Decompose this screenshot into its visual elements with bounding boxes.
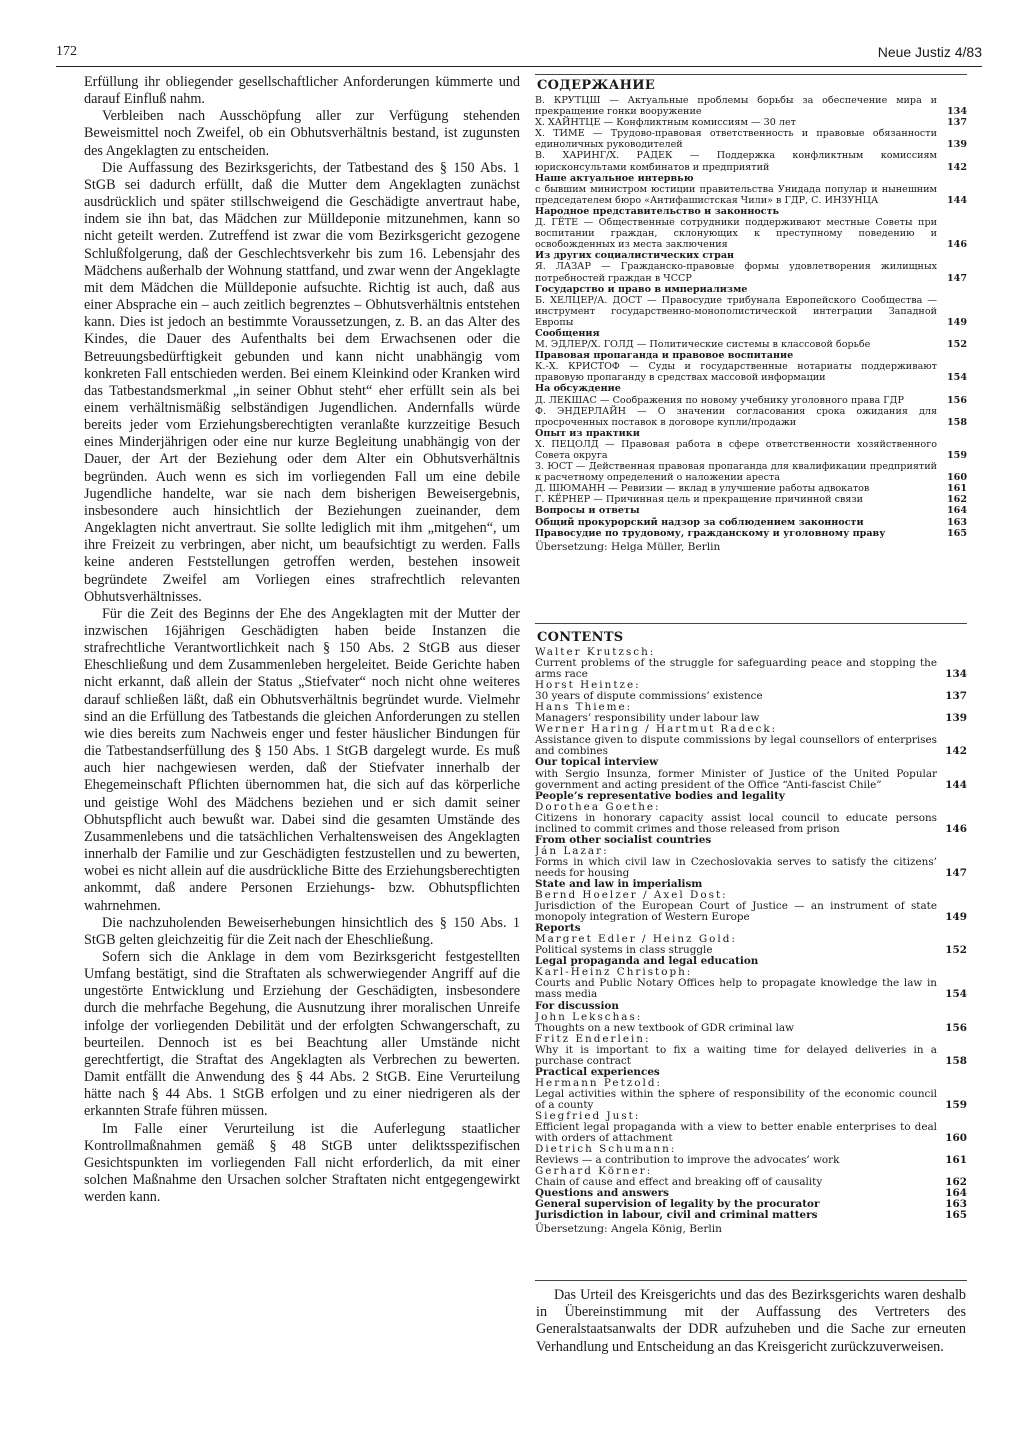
toc-row-page: 152 — [945, 944, 967, 957]
toc-row-page: 164 — [945, 1187, 967, 1200]
toc-entry-row — [535, 769, 967, 791]
toc-row-page: 139 — [946, 139, 967, 151]
toc-ru-rows — [535, 95, 967, 539]
toc-section-row — [535, 1210, 967, 1221]
toc-row-text: Why it is important to fix a waiting time for delayed deliveries in a purchase contract — [535, 1043, 937, 1067]
journal-issue: Neue Justiz 4/83 — [877, 44, 982, 60]
toc-row-text: Courts and Public Notary Offices help to propagate knowledge the law in mass media — [535, 977, 937, 1001]
toc-row-text: К.-Х. КРИСТОФ — Суды и государственные нотариаты поддерживают правовую пропаганду в средствах массовой информации — [535, 361, 937, 384]
toc-row-text: Г. КЁРНЕР — Причинная цель и прекращение причинной связи — [535, 494, 864, 506]
toc-section-row — [535, 350, 967, 361]
paragraph: Verbleiben nach Ausschöpfung aller zur Verfügung stehenden Beweismittel noch Zweifel, ob ein Obhutsverhältnis bestand, ist zugunsten des Angeklagten zu entscheiden. — [84, 108, 520, 159]
toc-entry-row — [535, 901, 967, 923]
toc-row-text: Siegfried Just: — [535, 1109, 641, 1122]
toc-row-page: 144 — [945, 778, 967, 791]
toc-row-text: Assistance given to dispute commissions by legal counsellors of enterprises and combines — [535, 734, 937, 758]
toc-row-page: 147 — [945, 866, 967, 879]
toc-row-text: Правовая пропаганда и правовое воспитание — [535, 350, 794, 362]
toc-row-page: 154 — [945, 988, 967, 1001]
toc-row-text: with Sergio Insunza, former Minister of Justice of the United Popular government and acting president of the Office “Anti-fascist Chile” — [535, 767, 937, 791]
toc-en-translation: Übersetzung: Angela König, Berlin — [535, 1223, 722, 1236]
toc-row-text: Наше актуальное интервью — [535, 172, 694, 184]
paragraph: Die Auffassung des Bezirksgerichts, der Tatbestand des § 150 Abs. 1 StGB sei dadurch erfüllt, daß die Mutter dem Angeklagten zunächst ausdrücklich und später stillschweigend die Geschädigte anvertraut habe, indem sie ihn bat, das Mädchen zur Mülldeponie mitzunehmen, kann so nicht geteilt werden. Zutreffend ist zwar die vom Bezirksgericht gezogene Schlußfolgerung, daß der Geschlechtsverkehr bis zum 16. Lebensjahr des Mädchens außerhalb der Wohnung stattfand, und zwar wenn der Angeklagte mit dem Mädchen die Mülldeponie aufsuchte. Richtig ist auch, daß aus einer Absprache ein – auch zeitlich begrenztes – Obhutsverhältnis entstehen kann. Dies ist jedoch an bestimmte Voraussetzungen, z. B. an das Alter des Kindes, die Dauer des Aufenthalts bei dem Erwachsenen oder die Betreuungsbedürftigkeit gebunden und kann nicht unabhängig vom konkreten Fall entschieden werden. Bei einem Kleinkind oder Kranken wird das Tatbestandsmerkmal „in seiner Obhut steht“ eher erfüllt sein als bei einem verhältnismäßig selbständigen Jugendlichen. Andernfalls würde bereits jeder vom Erziehungsberechtigten veranlaßte kurzzeitige Besuch eines Minderjährigen oder eine nur kurze Begleitung unabhängig von der Dauer, der Art der Beziehung oder dem Alter ein Obhutsverhältnis begründen. Auch wenn es sich im vorliegenden Fall um eine debile Jugendliche handelte, war sie nach dem bisherigen Beweisergebnis, insbesondere auch hinsichtlich der Beziehungen zueinander, dem Angeklagten nicht anvertraut. Sie sollte lediglich mit ihm „mitgehen“, um ihre Freizeit zu verbringen, aber nicht, um beaufsichtigt zu werden. Falls keine anderen Feststellungen getroffen werden, bestehen insoweit begründete Zweifel am Vorliegen eines strafrechtlich relevanten Obhutsverhältnisses. — [84, 159, 520, 605]
toc-row-text: Д. ЛЕКШАС — Соображения по новому учебнику уголовного права ГДР — [535, 394, 904, 406]
toc-row-page: 144 — [946, 194, 967, 206]
toc-row-text: Reports — [535, 922, 581, 935]
toc-entry-row — [535, 361, 967, 383]
toc-section-row — [535, 757, 967, 768]
toc-entry-row — [535, 128, 967, 150]
toc-row-page: 159 — [946, 450, 967, 461]
toc-row-text: Walter Krutzsch: — [535, 646, 656, 658]
toc-entry-row — [535, 184, 967, 206]
toc-row-text: People’s representative bodies and legality — [535, 789, 785, 802]
toc-row-text: Gerhard Körner: — [535, 1165, 653, 1178]
toc-section-row — [535, 528, 967, 539]
toc-row-text: Thoughts on a new textbook of GDR criminal law — [535, 1021, 795, 1034]
toc-entry-row — [535, 1089, 967, 1111]
toc-section-row — [535, 284, 967, 295]
closing-paragraph: Das Urteil des Kreisgerichts und das des Bezirksgerichts waren deshalb in Übereinstimmung mit der Auffassung des Vertreters des Generalstaatsanwalts der DDR aufzuheben und die Sache zur erneuten Verhandlung und Entscheidung an das Kreisgericht zurückzuverweisen. — [536, 1287, 966, 1355]
paragraph: Die nachzuholenden Beweiserhebungen hinsichtlich des § 150 Abs. 1 StGB gelten gleichzeitig für die Zeit nach der Eheschließung. — [84, 914, 520, 948]
toc-section-row — [535, 791, 967, 802]
toc-ru-top-rule — [535, 74, 967, 75]
toc-section-row — [535, 505, 967, 516]
toc-row-page: 149 — [945, 911, 967, 924]
left-column-text — [84, 74, 520, 1374]
toc-row-page: 162 — [945, 1176, 967, 1189]
toc-row-text: Horst Heintze: — [535, 679, 641, 692]
toc-en-top-rule — [535, 623, 967, 624]
paragraph: Erfüllung ihr obliegender gesellschaftlicher Anforderungen kümmerte und darauf Einfluß nahm. — [84, 74, 520, 108]
toc-entry-row — [535, 295, 967, 328]
paragraph: Sofern sich die Anklage in dem vom Bezirksgericht festgestellten Umfang bestätigt, sind die Straftaten als schwerwiegender Angriff auf die ungestörte Entwicklung und Erziehung der Geschädigten, insbesondere durch die mehrfache Begehung, die Ausnutzung ihrer moralischen Unreife infolge der vorliegenden Debilität und der erfolgten Schwangerschaft, zu beurteilen. Dennoch ist es bei Beachtung aller Umstände nicht gerechtfertigt, die Straftat des Angeklagten als Verbrechen zu bewerten. Damit entfällt die Anwendung des § 44 Abs. 2 StGB. Eine Verurteilung hätte nach § 44 Abs. 1 StGB erfolgen und zu einer niedrigeren als der erkannten Strafe führen müssen. — [84, 948, 520, 1120]
toc-row-text: Questions and answers — [535, 1187, 669, 1200]
toc-row-text: Я. ЛАЗАР — Гражданско-правовые формы удовлетворения жилищных потребностей граждан в ЧССР — [535, 261, 937, 284]
toc-row-text: Citizens in honorary capacity assist local council to educate persons inclined to commit crimes and those released from prison — [535, 811, 937, 835]
toc-section-row — [535, 250, 967, 261]
toc-row-text: Д. ГЁТЕ — Общественные сотрудники поддерживают местные Советы при воспитании граждан, склонующих к преступному поведению и освобожденных из места заключения — [535, 217, 937, 251]
toc-row-text: Reviews — a contribution to improve the advocates’ work — [535, 1154, 840, 1167]
toc-row-text: Legal activities within the sphere of responsibility of the economic council of a county — [535, 1087, 937, 1111]
toc-row-text: Общий прокурорский надзор за соблюдением законности — [535, 516, 864, 528]
toc-entry-row — [535, 406, 967, 428]
toc-entry-row — [535, 978, 967, 1000]
toc-row-page: 163 — [945, 1198, 967, 1211]
toc-entry-row — [535, 439, 967, 461]
toc-entry-row — [535, 1122, 967, 1144]
toc-row-page: 156 — [946, 394, 967, 406]
toc-entry-row — [535, 857, 967, 879]
toc-row-text: Forms in which civil law in Czechoslovakia serves to satisfy the citizens’ needs for housing — [535, 855, 937, 879]
toc-row-page: 165 — [946, 527, 967, 539]
toc-row-text: Опыт из практики — [535, 427, 640, 439]
toc-row-page: 146 — [945, 822, 967, 835]
toc-row-text: Вопросы и ответы — [535, 505, 640, 517]
toc-entry-row — [535, 217, 967, 250]
toc-row-text: Efficient legal propaganda with a view to better enable enterprises to deal with orders of attachment — [535, 1121, 937, 1145]
toc-row-text: John Lekschas: — [535, 1010, 643, 1023]
toc-entry-row — [535, 150, 967, 172]
toc-row-text: Fritz Enderlein: — [535, 1032, 651, 1045]
toc-entry-row — [535, 735, 967, 757]
toc-row-text: Margret Edler / Heinz Gold: — [535, 933, 737, 946]
toc-row-text: State and law in imperialism — [535, 877, 703, 890]
toc-row-text: Х. ХАЙНТЦЕ — Конфликтным комиссиям — 30 лет — [535, 117, 796, 129]
toc-section-row — [535, 383, 967, 394]
toc-section-row — [535, 517, 967, 528]
toc-row-text: Jurisdiction of the European Court of Justice — an instrument of state monopoly integration of Western Europe — [535, 900, 937, 924]
toc-row-page: 163 — [946, 516, 967, 528]
toc-entry-row — [535, 658, 967, 680]
toc-entry-row — [535, 261, 967, 283]
toc-ru-translation: Übersetzung: Helga Müller, Berlin — [535, 540, 721, 553]
toc-row-page: 147 — [946, 272, 967, 284]
toc-row-text: Dorothea Goethe: — [535, 800, 661, 813]
toc-row-text: В. КРУТЦШ — Актуальные проблемы борьбы за обеспечение мира и прекращение гонки вооружение — [535, 95, 937, 118]
toc-row-text: For discussion — [535, 999, 619, 1012]
toc-row-page: 139 — [945, 712, 967, 725]
toc-row-page: 142 — [945, 745, 967, 758]
toc-row-text: Hans Thieme: — [535, 701, 633, 714]
toc-entry-row — [535, 813, 967, 835]
toc-en-heading: CONTENTS — [537, 630, 624, 645]
toc-row-text: Werner Haring / Hartmut Radeck: — [535, 723, 778, 736]
toc-row-page: 156 — [945, 1021, 967, 1034]
toc-row-text: Dietrich Schumann: — [535, 1143, 677, 1156]
toc-row-text: Our topical interview — [535, 756, 659, 769]
toc-row-page: 134 — [945, 668, 967, 681]
toc-row-text: Из других социалистических стран — [535, 250, 735, 262]
toc-russian — [535, 78, 967, 616]
toc-entry-row — [535, 494, 967, 505]
toc-en-bottom-rule — [535, 1280, 967, 1281]
header-rule — [56, 66, 982, 67]
toc-entry-row — [535, 1023, 967, 1034]
toc-row-page: 134 — [946, 106, 967, 118]
page-number: 172 — [56, 44, 77, 59]
paragraph: Für die Zeit des Beginns der Ehe des Angeklagten mit der Mutter der inzwischen 16jährigen Geschädigten haben beide Instanzen die strafrechtliche Verantwortlichkeit nach § 150 Abs. 2 StGB aus dieser Eheschließung und dem Zusammenleben hergeleitet. Beide Gerichte haben nicht erkannt, daß allein der Status „Stiefvater“ noch nicht ohne weiteres darauf schließen läßt, daß ein Obhutsverhältnis begründet wurde. Vielmehr sind an die Erfüllung des Tatbestands die gleichen Anforderungen zu stellen wie dies bereits zum Nachweis enger und fester häuslicher Bindungen für die Tatbestandserfüllung des § 150 Abs. 1 StGB dargelegt wurde. Es muß auch hier nachgewiesen werden, daß der Stiefvater innerhalb der Ehegemeinschaft Pflichten übernommen hat, die sich auf das körperliche und geistige Wohl des Mädchens beziehen und er sich damit seiner Obhutspflicht auch bewußt war. Dabei sind die gesamten Umstände des Zusammenlebens und die tatsächlichen Verhaltensweisen des Angeklagten innerhalb der Familie und zur Geschädigten festzustellen und zu bewerten, wobei es nicht allein auf die ausdrückliche Bitte des Erziehungsberechtigten ankommt, daß andere Personen Erziehungs- bzw. Obhutspflichten wahrnehmen. — [84, 605, 520, 914]
toc-row-page: 137 — [946, 117, 967, 129]
toc-row-page: 152 — [946, 339, 967, 351]
toc-row-page: 160 — [946, 472, 967, 484]
toc-row-text: Ján Lazar: — [535, 844, 609, 857]
toc-row-page: 164 — [946, 505, 967, 517]
toc-row-text: Managers’ responsibility under labour law — [535, 712, 760, 725]
toc-author-row — [535, 1012, 967, 1023]
toc-row-page: 162 — [946, 494, 967, 506]
toc-row-text: Political systems in class struggle — [535, 944, 713, 957]
toc-row-text: На обсуждение — [535, 383, 621, 395]
toc-en-rows — [535, 647, 967, 1221]
toc-entry-row — [535, 95, 967, 117]
toc-row-text: From other socialist countries — [535, 833, 712, 846]
toc-row-text: Legal propaganda and legal education — [535, 955, 759, 968]
toc-entry-row — [535, 461, 967, 483]
paragraph: Im Falle einer Verurteilung ist die Auferlegung staatlicher Kontrollmaßnahmen gemäß § 48 StGB unter deliktsspezifischen Gesichtspunkten im vorliegenden Fall nicht erforderlich, da mit einer solchen Maßnahme den Ursachen solcher Straftaten nicht entgegengewirkt werden kann. — [84, 1120, 520, 1206]
toc-row-page: 154 — [946, 372, 967, 384]
toc-row-page: 158 — [946, 416, 967, 428]
toc-row-text: Народное представительство и законность — [535, 205, 780, 217]
toc-row-text: М. ЭДЛЕР/Х. ГОЛД — Политические системы в классовой борьбе — [535, 339, 871, 351]
toc-row-page: 165 — [945, 1209, 967, 1222]
toc-section-row — [535, 173, 967, 184]
toc-entry-row — [535, 117, 967, 128]
toc-row-text: Д. ШЮМАНН — Ревизии — вклад в улучшение работы адвокатов — [535, 483, 870, 495]
toc-row-text: Х. ПЕЦОЛД — Правовая работа в сфере ответственности хозяйственного Совета округа — [535, 438, 937, 461]
toc-entry-row — [535, 483, 967, 494]
toc-entry-row — [535, 395, 967, 406]
toc-row-page: 159 — [945, 1098, 967, 1111]
toc-row-text: Bernd Hoelzer / Axel Dost: — [535, 889, 728, 902]
toc-row-page: 161 — [945, 1154, 967, 1167]
toc-section-row — [535, 428, 967, 439]
toc-row-text: Practical experiences — [535, 1065, 660, 1078]
toc-entry-row — [535, 1045, 967, 1067]
toc-section-row — [535, 206, 967, 217]
toc-row-text: Hermann Petzold: — [535, 1076, 662, 1089]
toc-row-text: Chain of cause and effect and breaking off of causality — [535, 1176, 823, 1189]
toc-section-row — [535, 328, 967, 339]
toc-row-text: Current problems of the struggle for safeguarding peace and stopping the arms race — [535, 657, 937, 681]
toc-row-text: З. ЮСТ — Действенная правовая пропаганда для квалификации предприятий к расчетному определений о наложении ареста — [535, 461, 937, 484]
toc-row-text: Государство и право в империализме — [535, 283, 748, 295]
toc-row-page: 137 — [945, 690, 967, 703]
toc-row-text: Karl-Heinz Christoph: — [535, 966, 693, 979]
toc-row-page: 142 — [946, 161, 967, 173]
toc-row-text: Ф. ЭНДЕРЛАЙН — О значении согласования срока ожидания для просроченных поставок в договоре купли/продажи — [535, 405, 937, 428]
toc-row-text: В. ХАРИНГ/Х. РАДЕК — Поддержка конфликтным комиссиям юрисконсультами комбинатов и предприятий — [535, 150, 937, 173]
toc-row-text: 30 years of dispute commissions’ existence — [535, 690, 763, 703]
toc-row-text: General supervision of legality by the procurator — [535, 1198, 820, 1211]
toc-ru-heading: СОДЕРЖАНИЕ — [537, 78, 656, 93]
toc-row-text: с бывшим министром юстиции правительства Унидада популар и нынешним председателем бюро «Антифашистская Чили» в ГДР, С. ИНЗУНЦА — [535, 183, 937, 206]
toc-row-text: Сообщения — [535, 327, 600, 339]
toc-row-page: 149 — [946, 316, 967, 328]
toc-row-page: 160 — [945, 1132, 967, 1145]
toc-row-page: 146 — [946, 239, 967, 251]
toc-section-row — [535, 1001, 967, 1012]
toc-row-text: Б. ХЕЛЦЕР/А. ДОСТ — Правосудие трибунала Европейского Сообщества — инструмент государственно-монополистической интеграции Западной Европы — [535, 294, 937, 328]
toc-english — [535, 630, 967, 1280]
toc-row-page: 161 — [946, 483, 967, 495]
toc-entry-row — [535, 339, 967, 350]
toc-row-text: Х. ТИМЕ — Трудово-правовая ответственность и правовые обязанности единоличных руководителей — [535, 128, 937, 151]
toc-row-text: Правосудие по трудовому, гражданскому и уголовному праву — [535, 527, 886, 539]
toc-row-text: Jurisdiction in labour, civil and criminal matters — [535, 1209, 818, 1222]
toc-row-page: 158 — [945, 1054, 967, 1067]
